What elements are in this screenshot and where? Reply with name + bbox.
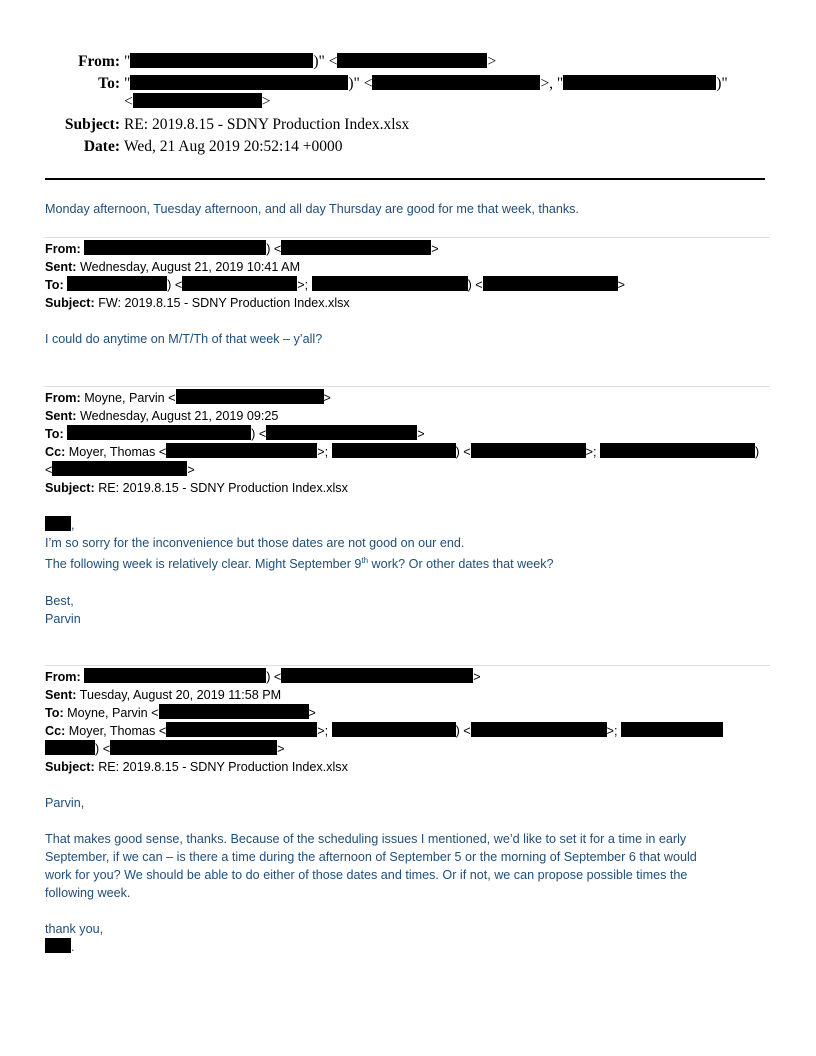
msg2-to-row: To: ) < >	[45, 427, 425, 441]
redaction-block	[45, 740, 95, 755]
redaction-block	[110, 740, 277, 755]
msg3-cc-row-continued: ) < >	[45, 740, 284, 758]
msg2-greeting: ,	[45, 516, 75, 534]
msg3-body-line: work for you? We should be able to do either of those dates and times. Or if not, we can propose possible times the	[45, 868, 688, 882]
message-separator	[45, 386, 770, 387]
redaction-block	[372, 75, 540, 90]
redaction-block	[159, 704, 309, 719]
redaction-block	[483, 276, 618, 291]
redaction-block	[332, 722, 456, 737]
msg2-cc-row: Cc: Moyer, Thomas < >; ) < >; )	[45, 445, 760, 459]
msg3-greeting: Parvin,	[45, 796, 85, 810]
redaction-block	[130, 75, 348, 90]
msg3-sent-row: Sent: Tuesday, August 20, 2019 11:58 PM	[45, 688, 282, 702]
redaction-block	[166, 722, 317, 737]
header-subject-label: Subject:	[64, 116, 120, 133]
msg2-subject-row: Subject: RE: 2019.8.15 - SDNY Production Index.xlsx	[45, 481, 348, 495]
redaction-block	[84, 240, 266, 255]
msg2-cc-row-continued: < >	[45, 463, 195, 477]
redaction-block	[312, 276, 468, 291]
msg3-to-row: To: Moyne, Parvin < >	[45, 706, 316, 720]
msg2-signature: Parvin	[45, 612, 81, 626]
redaction-block	[281, 668, 473, 683]
header-to-label: To:	[98, 75, 120, 92]
msg2-body-line1: I’m so sorry for the inconvenience but those dates are not good on our end.	[45, 536, 465, 550]
msg3-cc-row: Cc: Moyer, Thomas < >; ) < >;	[45, 722, 723, 740]
msg3-body-line: That makes good sense, thanks. Because of the scheduling issues I mentioned, we’d like to set it for a time in early	[45, 832, 687, 846]
redaction-block	[266, 425, 417, 440]
message-separator	[45, 665, 770, 666]
email-document-page: From: " )" < > To: " )" < >, " )" < > Subject: RE: 2019.8.15 - SDNY Production Index.xlsx Date: Wed, 21 Aug 2019 20:52:14 +0000 Monday afternoon, Tuesday afternoon, and all day Thursday are good for me that week, thanks. From: ) < > Sent: Wednesday, August 21, 2019 10:41 AM To: ) < >; ) < > Subject: FW: 2019.8.15 - SDNY Production Index.xlsx I could do anytime on M/T/Th of that week – y’all? From: Moyne, Parvin < > Sent: Wednesday, August 21, 2019 09:25 To: ) < > Cc: Moyer, Thomas < >; ) < >; ) < > Subject: RE: 2019.8.15 - SDNY Production Index.xlsx , I’m so sorry for the inconvenience but those dates are not good on our end. The following week is relatively clear. Might September 9th work? Or other dates that week? Best, Parvin From: ) < > Sent: Tuesday, August 20, 2019 11:58 PM To: Moyne, Parvin < > Cc: Moyer, Thomas < >; ) < >; ) < > Subject: RE: 2019.8.15 - SDNY Production Index.xlsx Parvin, That makes good sense, thanks. Because of the scheduling issues I mentioned, we’d like to set it for a time in early September, if we can – is there a time during the afternoon of September 5 or the morning of September 6 that would work for you? We should be able to do either of those dates and times. Or if not, we can propose possible times the following week. thank you, .	[0, 0, 816, 1056]
redaction-block	[130, 53, 313, 68]
redaction-block	[52, 461, 187, 476]
msg2-sent-row: Sent: Wednesday, August 21, 2019 09:25	[45, 409, 279, 423]
redaction-block	[45, 516, 71, 531]
msg1-subject-row: Subject: FW: 2019.8.15 - SDNY Production Index.xlsx	[45, 296, 350, 310]
redaction-block	[84, 668, 266, 683]
header-subject-value: RE: 2019.8.15 - SDNY Production Index.xlsx	[124, 116, 410, 133]
msg1-from-row: From: ) < >	[45, 242, 439, 256]
msg1-sent-row: Sent: Wednesday, August 21, 2019 10:41 AM	[45, 260, 301, 274]
redaction-block	[563, 75, 716, 90]
header-to-row-continued: < >	[124, 93, 271, 110]
header-date-value: Wed, 21 Aug 2019 20:52:14 +0000	[124, 138, 343, 155]
reply-body-text: Monday afternoon, Tuesday afternoon, and all day Thursday are good for me that week, thanks.	[45, 202, 579, 216]
redaction-block	[600, 443, 755, 458]
msg1-to-row: To: ) < >; ) < >	[45, 278, 625, 292]
redaction-block	[621, 722, 723, 737]
msg3-subject-row: Subject: RE: 2019.8.15 - SDNY Production Index.xlsx	[45, 760, 348, 774]
msg3-body-line: following week.	[45, 886, 131, 900]
message-separator	[45, 237, 770, 238]
redaction-block	[176, 389, 324, 404]
redaction-block	[67, 425, 251, 440]
msg3-signoff: thank you,	[45, 922, 104, 936]
msg2-signoff: Best,	[45, 594, 74, 608]
header-date-label: Date:	[83, 138, 120, 155]
header-divider	[45, 178, 765, 180]
redaction-block	[332, 443, 456, 458]
msg1-body-text: I could do anytime on M/T/Th of that week – y’all?	[45, 332, 323, 346]
redaction-block	[471, 722, 607, 737]
redaction-block	[45, 938, 71, 953]
redaction-block	[67, 276, 167, 291]
redaction-block	[182, 276, 297, 291]
redaction-block	[337, 53, 487, 68]
msg3-body-line: September, if we can – is there a time during the afternoon of September 5 or the morning of September 6 that would	[45, 850, 697, 864]
msg2-body-line2: The following week is relatively clear. Might September 9th work? Or other dates that week?	[45, 556, 554, 571]
msg2-from-row: From: Moyne, Parvin < >	[45, 391, 331, 405]
redaction-block	[133, 93, 262, 108]
redaction-block	[281, 240, 431, 255]
header-from-label: From:	[78, 53, 120, 70]
msg3-signature: .	[45, 938, 75, 956]
redaction-block	[166, 443, 317, 458]
msg3-from-row: From: ) < >	[45, 670, 481, 684]
redaction-block	[471, 443, 586, 458]
